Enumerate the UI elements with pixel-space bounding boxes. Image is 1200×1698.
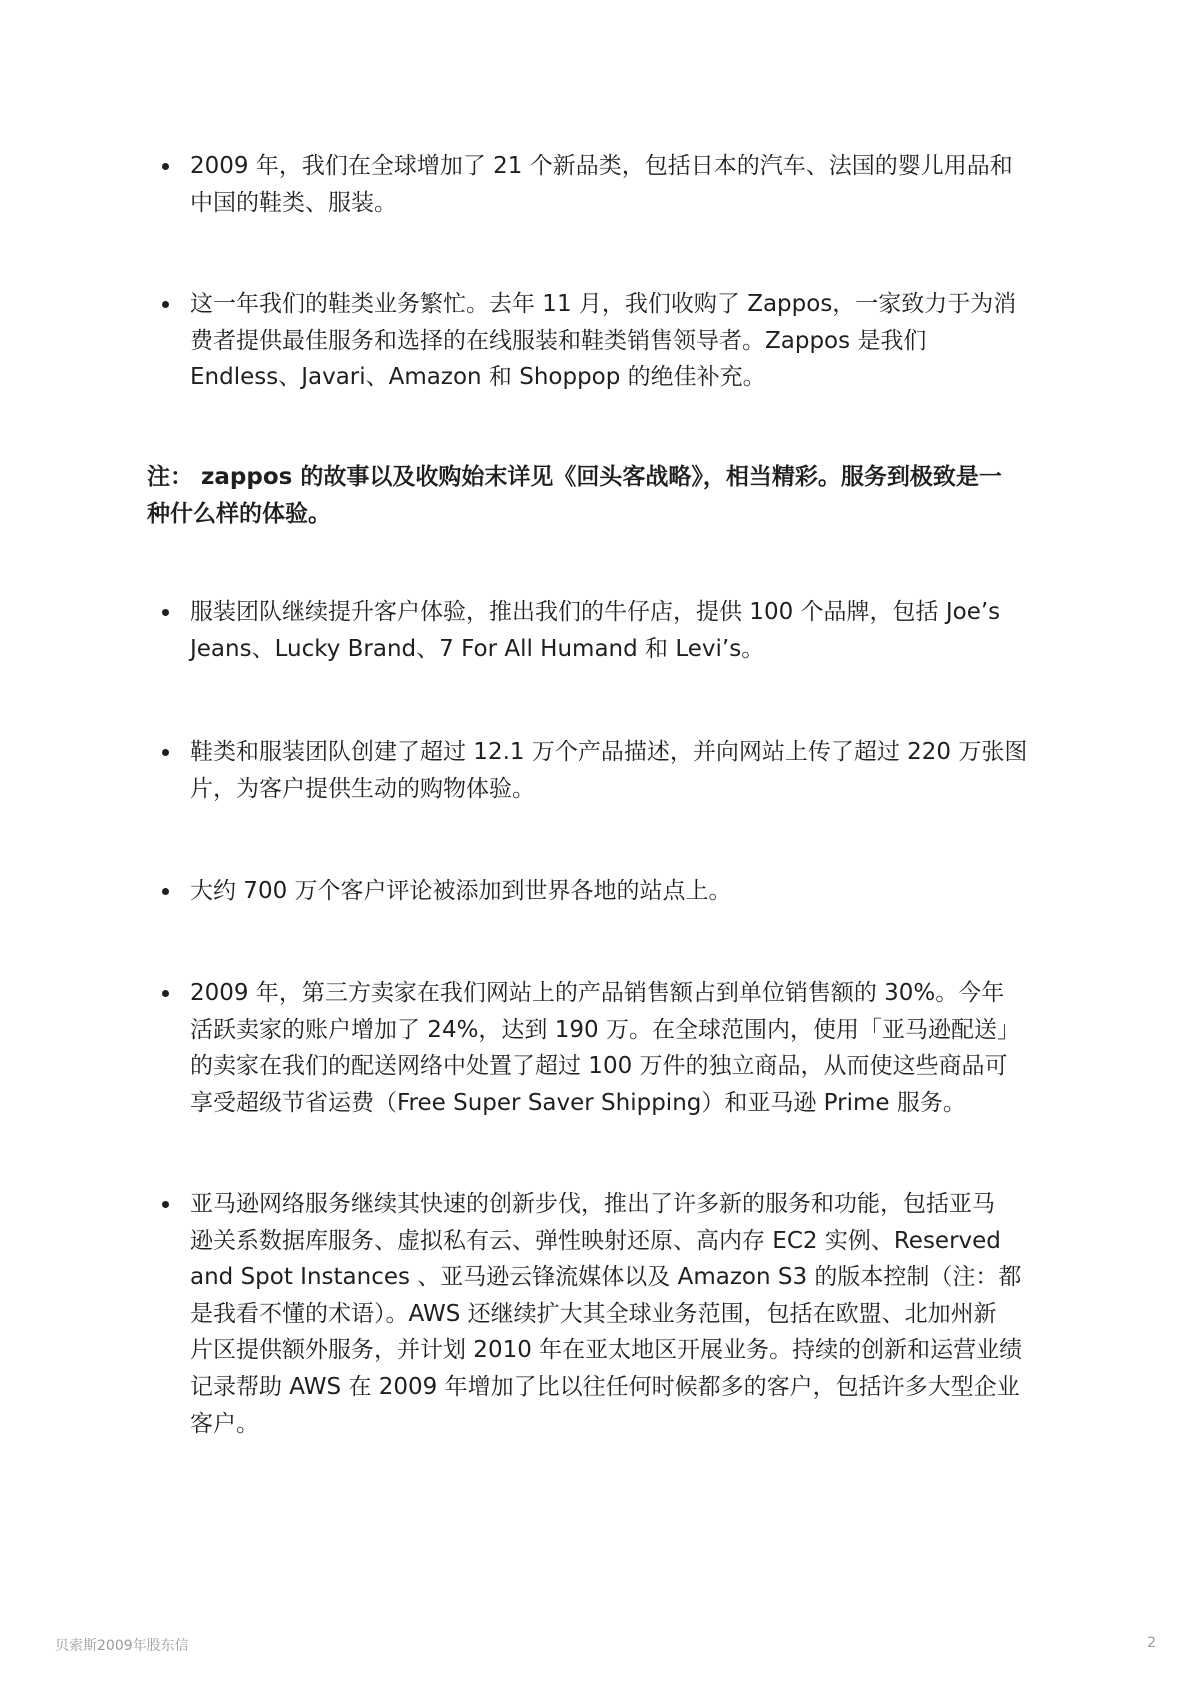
bullet-item-third-party-sellers [190, 975, 1090, 1121]
text-line: 片，为客户提供生动的购物体验。 [190, 775, 535, 802]
bullet-icon [162, 1201, 169, 1208]
bullet-icon [162, 301, 169, 308]
text-line: 逊关系数据库服务、虚拟私有云、弹性映射还原、高内存 EC2 实例、Reserved [190, 1227, 1001, 1254]
bullet-item-aws [190, 1186, 1090, 1442]
footer-title: 贝索斯2009年股东信 [55, 1638, 189, 1654]
bullet-item-zappos [190, 286, 1090, 396]
text-line: Endless、Javari、Amazon 和 Shoppop 的绝佳补充。 [190, 364, 766, 391]
text-line: 片区提供额外服务，并计划 2010 年在亚太地区开展业务。持续的创新和运营业绩 [190, 1337, 1023, 1364]
text-line: 亚马逊网络服务继续其快速的创新步伐，推出了许多新的服务和功能，包括亚马 [190, 1191, 995, 1217]
text-line: 鞋类和服装团队创建了超过 12.1 万个产品描述，并向网站上传了超过 220 万张图 [190, 739, 1028, 765]
text-line: 记录帮助 AWS 在 2009 年增加了比以往任何时候都多的客户，包括许多大型企业 [190, 1373, 1020, 1400]
text-line: 的卖家在我们的配送网络中处置了超过 100 万件的独立商品，从而使这些商品可 [190, 1053, 1008, 1080]
text-line: and Spot Instances 、亚马逊云锋流媒体以及 Amazon S3 的版本控制（注：都 [190, 1264, 1022, 1291]
bullet-icon [162, 990, 169, 997]
bullet-icon [162, 888, 169, 895]
text-line: 活跃卖家的账户增加了 24%，达到 190 万。在全球范围内，使用「亚马逊配送」 [190, 1016, 1020, 1043]
bullet-icon [162, 609, 169, 616]
text-line: 费者提供最佳服务和选择的在线服装和鞋类销售领导者。Zappos 是我们 [190, 327, 927, 354]
text-line: 注： zappos 的故事以及收购始末详见《回头客战略》，相当精彩。服务到极致是一 [147, 464, 1002, 490]
bullet-icon [162, 749, 169, 756]
bullet-item-apparel [190, 594, 1090, 667]
text-line: 这一年我们的鞋类业务繁忙。去年 11 月，我们收购了 Zappos，一家致力于为消 [190, 291, 1017, 317]
text-line: 中国的鞋类、服装。 [190, 189, 397, 216]
bullet-icon [162, 163, 169, 170]
text-line: 享受超级节省运费（Free Super Saver Shipping）和亚马逊 Prime 服务。 [190, 1089, 966, 1116]
text-line: 2009 年，我们在全球增加了 21 个新品类，包括日本的汽车、法国的婴儿用品和 [190, 153, 1013, 179]
text-line: 客户。 [190, 1410, 259, 1437]
bullet-item-new-categories [190, 148, 1090, 221]
text-line: 种什么样的体验。 [147, 500, 331, 527]
bullet-item-product-descriptions [190, 734, 1090, 807]
text-line: 服装团队继续提升客户体验，推出我们的牛仔店，提供 100 个品牌，包括 Joe’s [190, 599, 1001, 625]
text-line: 大约 700 万个客户评论被添加到世界各地的站点上。 [190, 878, 732, 904]
text-line: 2009 年，第三方卖家在我们网站上的产品销售额占到单位销售额的 30%。今年 [190, 980, 1005, 1006]
text-line: 是我看不懂的术语）。AWS 还继续扩大其全球业务范围，包括在欧盟、北加州新 [190, 1300, 997, 1327]
text-line: Jeans、Lucky Brand、7 For All Humand 和 Levi’s。 [190, 635, 765, 662]
note-paragraph [147, 459, 1047, 532]
page-number: 2 [1147, 1635, 1156, 1651]
bullet-item-reviews [190, 873, 1090, 910]
